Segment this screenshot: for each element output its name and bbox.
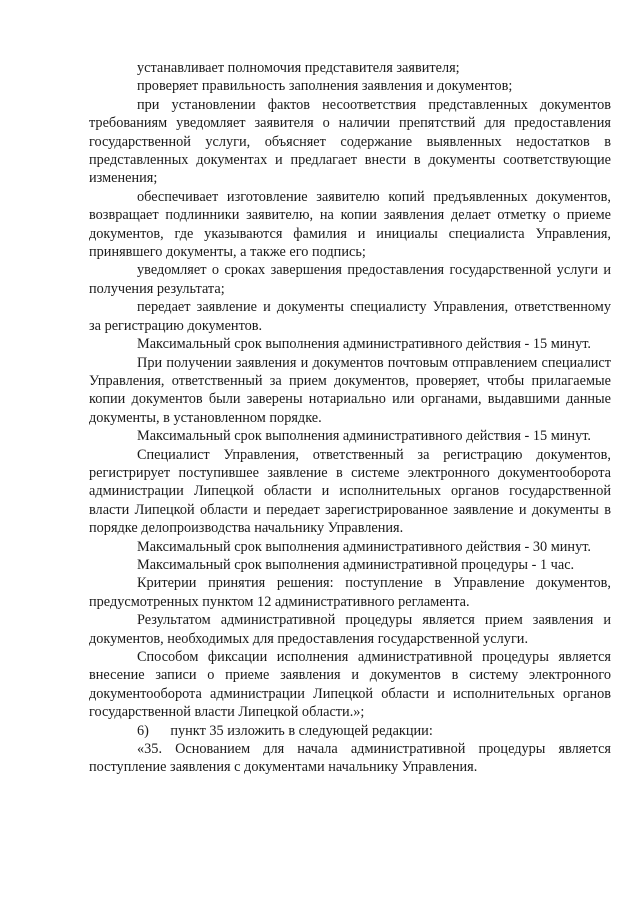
paragraph: обеспечивает изготовление заявителю копий предъявленных документов, возвращает подлинники заявителю, на копии заявления делает отметку о приеме документов, где указываются фамилия и инициалы специалиста Управления, принявшего документы, а также его подпись;	[89, 188, 611, 261]
paragraph: передает заявление и документы специалисту Управления, ответственному за регистрацию документов.	[89, 299, 611, 334]
paragraph: Максимальный срок выполнения административного действия - 15 минут.	[137, 336, 591, 353]
document-page	[89, 59, 611, 777]
paragraph: при установлении фактов несоответствия представленных документов требованиям уведомляет заявителя о наличии препятствий для предоставления государственной услуги, объясняет содержание выявленных недостатков в представленных документах и предлагает внести в документы соответствующие изменения;	[89, 96, 611, 187]
paragraph: «35. Основанием для начала административной процедуры является поступление заявления с документами начальнику Управления.	[89, 741, 611, 776]
list-item: 6) пункт 35 изложить в следующей редакции:	[137, 722, 433, 739]
paragraph: устанавливает полномочия представителя заявителя;	[137, 60, 460, 76]
paragraph: уведомляет о сроках завершения предоставления государственной услуги и получения результата;	[89, 262, 611, 297]
paragraph: Критерии принятия решения: поступление в Управление документов, предусмотренных пунктом 12 административного регламента.	[89, 575, 611, 610]
paragraph: Специалист Управления, ответственный за регистрацию документов, регистрирует поступившее заявление в системе электронного документооборота администрации Липецкой области и исполнительных органов государственной власти Липецкой области и передает зарегистрированное заявление и документы в порядке делопроизводства начальнику Управления.	[89, 446, 611, 537]
paragraph: При получении заявления и документов почтовым отправлением специалист Управления, ответственный за прием документов, проверяет, чтобы прилагаемые копии документов были заверены нотариально или органами, выдавшими данные документы, в установленном порядке.	[89, 354, 611, 426]
paragraph: Максимальный срок выполнения административной процедуры - 1 час.	[137, 556, 575, 573]
paragraph: Результатом административной процедуры является прием заявления и документов, необходимых для предоставления государственной услуги.	[89, 612, 611, 647]
paragraph: Максимальный срок выполнения административного действия - 30 минут.	[137, 538, 591, 555]
paragraph: проверяет правильность заполнения заявления и документов;	[137, 78, 513, 95]
paragraph: Максимальный срок выполнения административного действия - 15 минут.	[137, 428, 591, 445]
paragraph: Способом фиксации исполнения административной процедуры является внесение записи о приеме заявления и документов в систему электронного документооборота администрации Липецкой области и исполнительных органов государственной власти Липецкой области.»;	[89, 649, 611, 721]
